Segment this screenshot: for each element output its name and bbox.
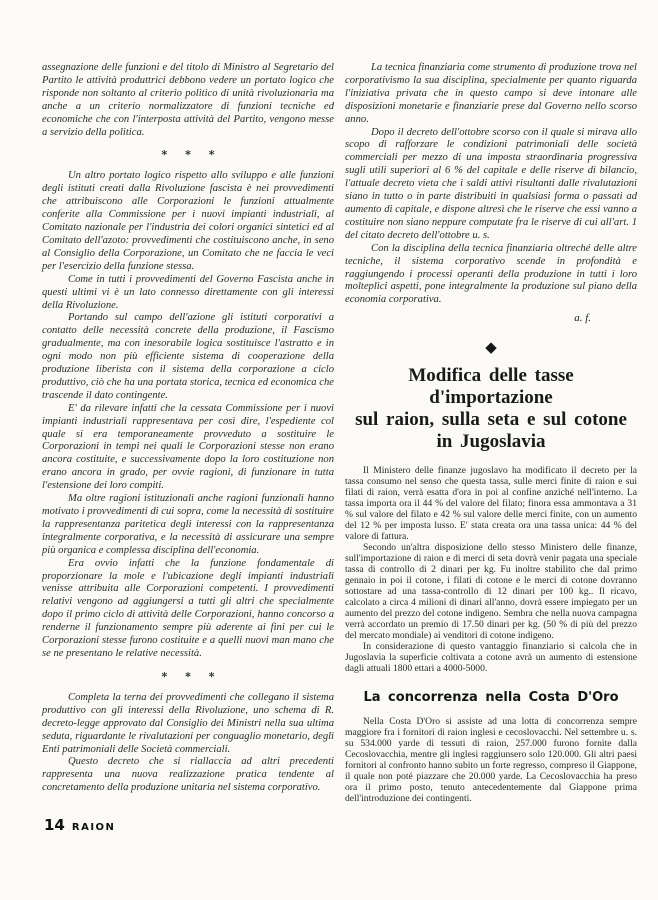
magazine-name: RAION [71,822,116,833]
article-title-line: sul raion, sulla seta e sul cotone [355,409,627,431]
article-title-line: in Jugoslavia [436,431,546,453]
article-paragraph: In considerazione di questo vantaggio finanziario si calcola che in Jugoslavia la superficie coltivata a cotone avrà un aumento di estensione dagli attuali 1800 ettari a 4000-5000. [345,641,637,675]
left-column [42,62,334,795]
body-paragraph: Era ovvio infatti che la funzione fondamentale di proporzionare la mole e l'ubicazione degli impianti industriali venisse attribuita alle Corporazioni competenti. I provvedimenti relativi vengono ad aggiungersi a tutti gli altri che specialmente dopo il primo ciclo di attività delle Corporazioni, hanno concorso a renderne il funzionamento sempre più aderente ai fini per cui le Corporazioni stesse furono costituite e a quelli nuovi man mano che se ne presentano le relative necessità. [42,557,334,659]
right-column [345,62,637,804]
body-paragraph: Con la disciplina della tecnica finanziaria oltreché delle altre tecniche, il sistema corporativo scende in profondità e raggiungendo i processi operanti della produzione in tutti i loro molteplici aspetti, pone integralmente la produzione sul piano della economia corporativa. [345,242,637,306]
body-paragraph: Come in tutti i provvedimenti del Governo Fascista anche in questi ultimi vi è un lato connesso direttamente con gli interessi della Rivoluzione. [42,273,334,311]
page-footer [44,816,115,834]
asterisk-separator: * * * [161,148,222,162]
body-paragraph: Dopo il decreto dell'ottobre scorso con il quale si mirava allo scopo di rafforzare le condizioni patrimoniali delle società commerciali per mezzo di una imposta straordinaria progressiva sugli utili superiori al 6 % del capitale e delle riserve di bilancio, l'attuale decreto vieta che i saldi attivi risultanti dalle rivalutazioni siano in tutto o in parte distribuiti in qualsiasi forma o passati ad aumento di capitale, e dispone altresì che le riserve che essi vanno a costituire non siano neppure computate fra le riserve di cui all'art. 1 del citato decreto dell'ottobre u. s. [345,126,637,241]
subsection-title: La concorrenza nella Costa D'Oro [363,690,619,706]
page-number: 14 [44,816,65,834]
author-signature: a. f. [574,312,591,325]
body-paragraph: Un altro portato logico rispetto allo sviluppo e alle funzioni degli istituti creati dalla Rivoluzione fascista è nei provvedimenti che attribuiscono alle Corporazioni le funzioni attualmente conferite alla Commissione per i nuovi impianti industriali, al Comitato nazionale per l'industria dei colori organici sintetici ed al Comitato dell'azoto: provvedimenti che costituiscono anche, in seno al Consiglio della Corporazione, un Comitato che ne faccia le veci per l'esercizio della funzione stessa. [42,170,334,272]
body-paragraph: Questo decreto che si riallaccia ad altri precedenti rappresenta una nuova realizzazione pratica tendente al concretamento della produzione unitaria nel sistema corporativo. [42,756,334,794]
article-paragraph: Nella Costa D'Oro si assiste ad una lotta di concorrenza sempre maggiore fra i fornitori di raion inglesi e cecoslovacchi. Nel settembre u. s. su 534.000 yarde di tessuti di raion, 257.000 furono fornite dalla Cecoslovacchia, mentre gli inglesi raggiunsero solo 120.000. Gli altri paesi fornitori al confronto hanno subito un forte regresso, compreso il Giappone, il quale non poté piazzare che 20.000 yarde. La Cecoslovacchia ha preso ora il primo posto, tenuto antecedentemente dal Giappone prima dell'introduzione dei contingenti. [345,716,637,805]
article-paragraph: Il Ministero delle finanze jugoslavo ha modificato il decreto per la tassa consumo nel senso che questa tassa, sulle merci finite di raion e sui filati di raion, verrà esatta d'ora in poi al confine anziché nell'interno. La tassa importa ora il 44 % del valore del filato; finora essa ammontava a 31 % sul valore del filato e 42 % sul valore delle merci finite, con un aumento del 12 % per imposta lusso. E' stata creata ora una tassa unica: 44 % del valore di fattura. [345,465,637,543]
diamond-ornament-icon: ◆ [485,340,497,357]
body-paragraph: Ma oltre ragioni istituzionali anche ragioni funzionali hanno motivato i provvedimenti di cui sopra, come la necessità di sostituire la rappresentanza paritetica degli interessi con la rappresentanza integralmente corporativa, e la necessità di assicurare una sempre più organica e complessa disciplina dell'economia. [42,493,334,556]
body-paragraph: Portando sul campo dell'azione gli istituti corporativi a contatto delle necessità concrete della produzione, il Fascismo gradualmente, ma con inesorabile logica sostituisce l'astratto e in ogni modo non più efficiente sistema di cooperazione della produzione liberista con il sistema della corporazione a ciclo produttivo, ciò che ha una portata storica, tecnica ed economica che trascende il dato contingente. [42,312,334,401]
body-paragraph: La tecnica finanziaria come strumento di produzione trova nel corporativismo la sua disciplina, specialmente per quanto riguarda l'iniziativa privata che in questo campo si deve intonare alle disposizioni monetarie e finanziarie prese dal Governo nello scorso anno. [345,62,637,125]
article-title [345,365,637,453]
asterisk-separator: * * * [161,669,222,683]
body-paragraph: E' da rilevare infatti che la cessata Commissione per i nuovi impianti industriali rappresentava per così dire, l'espediente col quale si era temporaneamente provveduto a sostituire le Corporazioni in tempi nei quali le Corporazioni stesse non erano ancora costituite, e successivamente dopo la loro costituzione non erano ancora in grado, per ovvie ragioni, di funzionare in tutta l'estensione dei loro compiti. [42,402,334,492]
article-title-line: Modifica delle tasse d'importazione [408,365,574,409]
body-paragraph: assegnazione delle funzioni e del titolo di Ministro al Segretario del Partito le attività produttrici debbono vedere un portato logico che risponde non soltanto al criterio politico di unità rivoluzionaria ma anche a un criterio normalizzatore di funzioni tecniche ed economiche che con l'interposta attività del Partito, vengono messe a servizio della politica. [42,62,334,138]
body-paragraph: Completa la terna dei provvedimenti che collegano il sistema produttivo con gli interessi della Rivoluzione, uno schema di R. decreto-legge approvato dal Consiglio dei Ministri nella sua ultima seduta, riguardante le rivalutazioni per conguaglio monetario, degli Enti patrimoniali delle Società commerciali. [42,691,334,755]
article-paragraph: Secondo un'altra disposizione dello stesso Ministero delle finanze, sull'importazione di raion e di merci di seta dovrà venir pagata una speciale tassa di controllo di 2 dinari per kg. Fu inoltre stabilito che dal primo gennaio in poi il cotone, i filati di cotone e le merci di cotone dovranno sottostare ad una tassa-controllo di 12 dinari per 100 kg.. Il ricavo, calcolato a circa 4 milioni di dinari all'anno, dovrà essere impiegato per un aumento del prezzo del cotone indigeno. Sembra che nella nuova campagna verrà accordato un premio di 17.50 dinari per kg. (50 % di più del prezzo del mercato mondiale) ai venditori di cotone indigeno. [345,542,637,642]
